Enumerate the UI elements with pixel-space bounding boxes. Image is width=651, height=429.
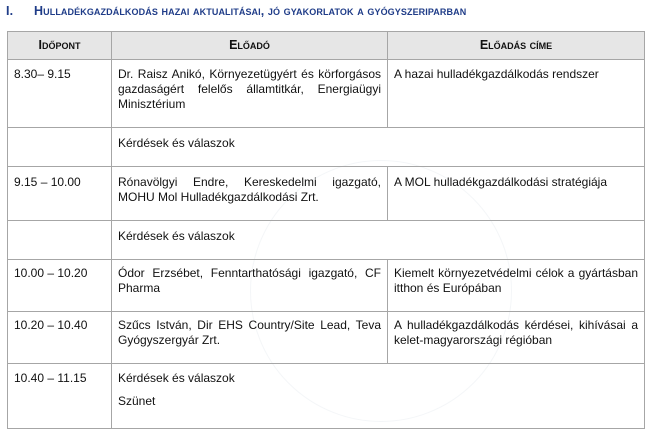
table-row <box>8 312 645 364</box>
row-time: 9.15 – 10.00 <box>8 167 112 221</box>
row-qa-break <box>112 364 645 429</box>
row-time: 10.20 – 10.40 <box>8 312 112 364</box>
table-row-qa <box>8 221 645 260</box>
table-row <box>8 60 645 128</box>
row-time <box>8 128 112 167</box>
row-time <box>8 221 112 260</box>
table-row <box>8 167 645 221</box>
row-talk-title: A MOL hulladékgazdálkodási stratégiája <box>388 167 645 221</box>
row-talk-title: A hazai hulladékgazdálkodás rendszer <box>388 60 645 128</box>
row-speaker: Dr. Raisz Anikó, Környezetügyért és körforgásos gazdaságért felelős államtitkár, Energiaügyi Minisztérium <box>112 60 388 128</box>
table-row <box>8 260 645 312</box>
row-break-label: Szünet <box>118 394 156 408</box>
section-number: I. <box>6 4 14 18</box>
row-qa-label: Kérdések és válaszok <box>112 128 645 167</box>
row-qa-label: Kérdések és válaszok <box>112 221 645 260</box>
row-qa-label: Kérdések és válaszok <box>118 371 235 385</box>
table-row <box>8 364 645 429</box>
section-title: Hulladékgazdálkodás hazai aktualitásai, jó gyakorlatok a gyógyszeriparban <box>34 4 467 18</box>
row-time: 10.00 – 10.20 <box>8 260 112 312</box>
table-header-row <box>8 32 645 60</box>
row-talk-title: A hulladékgazdálkodás kérdései, kihívásai a kelet-magyarországi régióban <box>388 312 645 364</box>
agenda-table <box>7 31 645 429</box>
row-speaker: Szűcs István, Dir EHS Country/Site Lead, Teva Gyógyszergyár Zrt. <box>112 312 388 364</box>
row-time: 10.40 – 11.15 <box>8 364 112 429</box>
row-time: 8.30– 9.15 <box>8 60 112 128</box>
row-talk-title: Kiemelt környezetvédelmi célok a gyártásban itthon és Európában <box>388 260 645 312</box>
header-time: Időpont <box>8 32 112 60</box>
section-heading <box>6 4 466 18</box>
table-row-qa <box>8 128 645 167</box>
header-talk-title: Előadás címe <box>388 32 645 60</box>
row-speaker: Rónavölgyi Endre, Kereskedelmi igazgató, MOHU Mol Hulladékgazdálkodási Zrt. <box>112 167 388 221</box>
header-speaker: Előadó <box>112 32 388 60</box>
row-speaker: Ódor Erzsébet, Fenntarthatósági igazgató, CF Pharma <box>112 260 388 312</box>
